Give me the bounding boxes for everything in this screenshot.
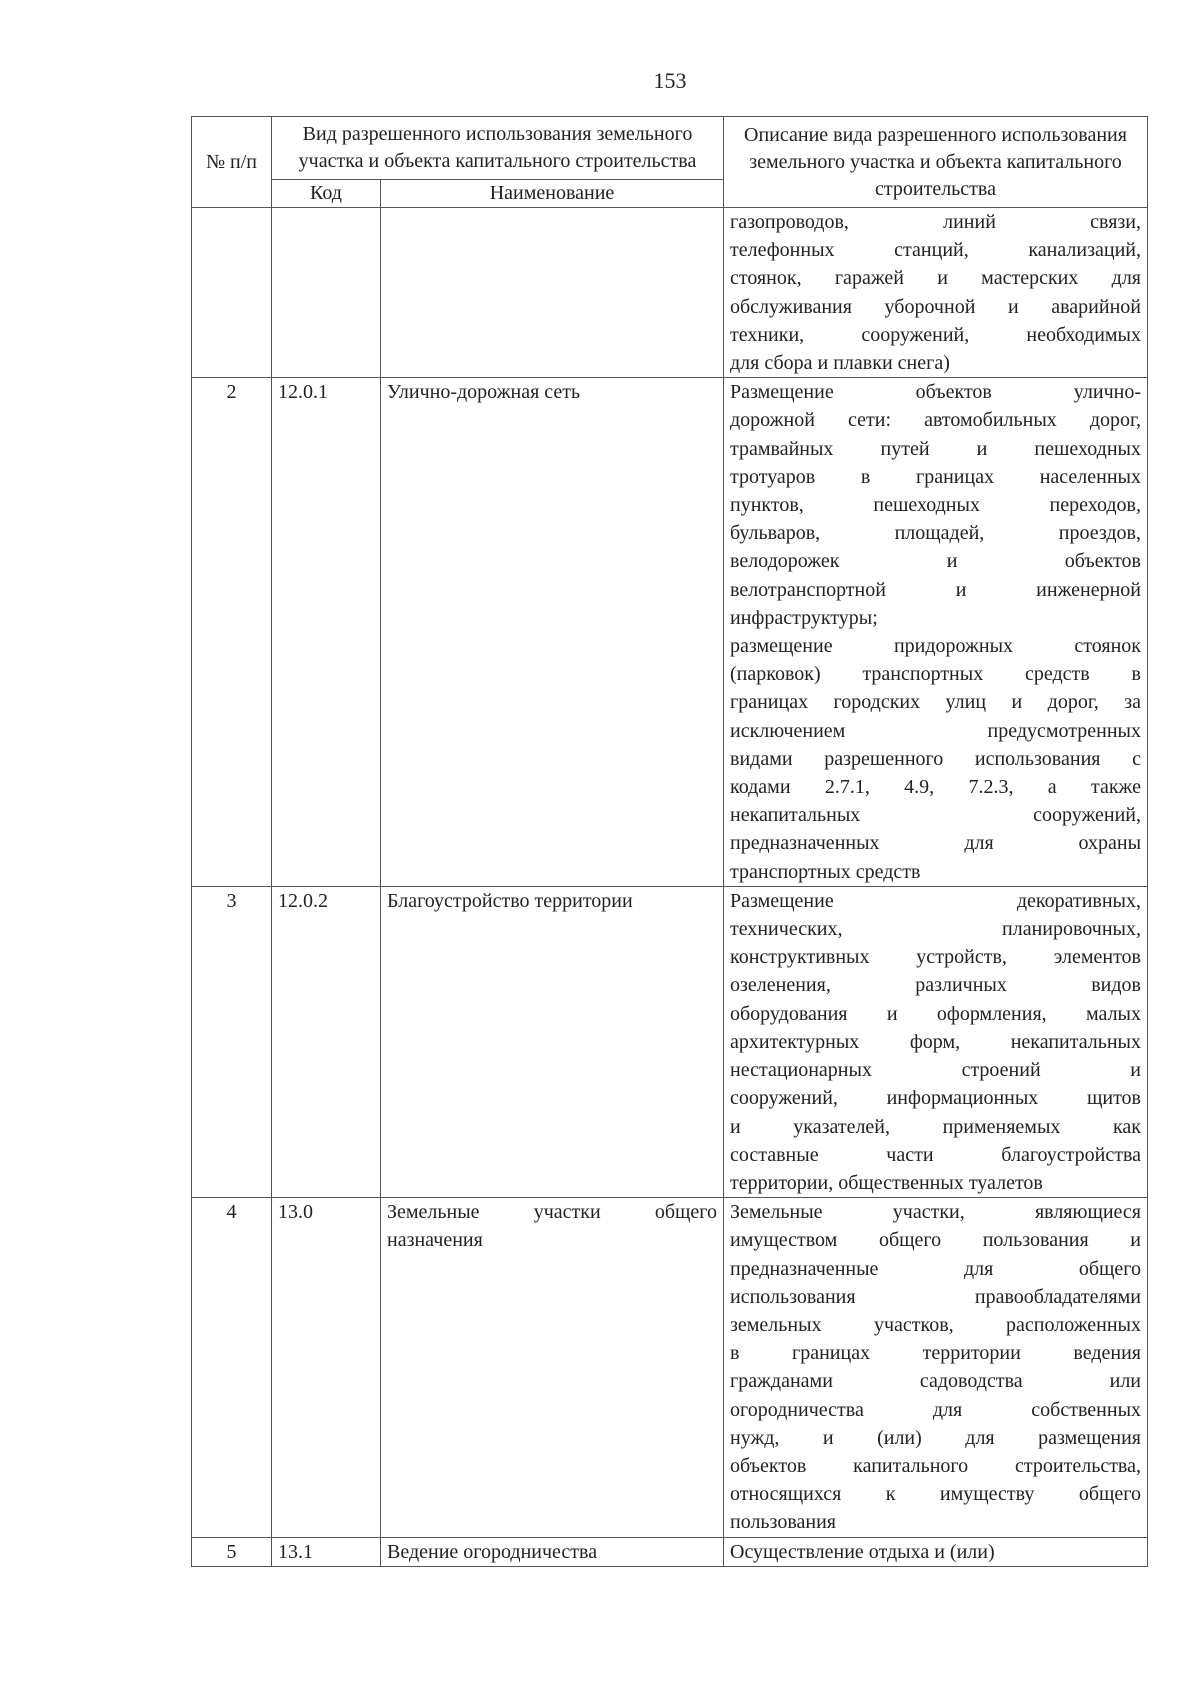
row-num	[192, 208, 272, 378]
row-code: 12.0.2	[272, 886, 381, 1197]
row-description	[724, 886, 1148, 1197]
description-line: нестационарных строений и	[730, 1059, 1141, 1082]
table-row	[192, 378, 1148, 887]
description-line: видами разрешенного использования с	[730, 747, 1141, 770]
table-row	[192, 1537, 1148, 1566]
land-use-table	[191, 116, 1148, 1567]
description-line: некапитальных сооружений,	[730, 804, 1141, 827]
description-line: инфраструктуры;	[730, 606, 878, 629]
description-line: размещение придорожных стоянок	[730, 635, 1141, 658]
description-line: оборудования и оформления, малых	[730, 1002, 1141, 1025]
row-code: 13.0	[272, 1198, 381, 1537]
row-name: Благоустройство территории	[381, 886, 724, 1197]
description-line: архитектурных форм, некапитальных	[730, 1030, 1141, 1053]
description-line: Размещение объектов улично-	[730, 381, 1141, 404]
row-description	[724, 378, 1148, 887]
row-num: 3	[192, 886, 272, 1197]
header-group: Вид разрешенного использования земельного участка и объекта капитального строительства	[272, 117, 724, 180]
description-line: для сбора и плавки снега)	[730, 352, 950, 375]
table-row	[192, 886, 1148, 1197]
table-row	[192, 1198, 1148, 1537]
description-line: (парковок) транспортных средств в	[730, 663, 1141, 686]
description-line: трамвайных путей и пешеходных	[730, 437, 1141, 460]
header-row	[192, 117, 1148, 180]
description-line: бульваров, площадей, проездов,	[730, 522, 1141, 545]
row-code: 13.1	[272, 1537, 381, 1566]
description-line: нужд, и (или) для размещения	[730, 1426, 1141, 1449]
description-line: телефонных станций, канализаций,	[730, 239, 1141, 262]
description-line: Земельные участки, являющиеся	[730, 1201, 1141, 1224]
description-line: земельных участков, расположенных	[730, 1313, 1141, 1336]
description-line: имуществом общего пользования и	[730, 1229, 1141, 1252]
row-num: 5	[192, 1537, 272, 1566]
description-line: территории, общественных туалетов	[730, 1171, 1043, 1194]
description-line: конструктивных устройств, элементов	[730, 946, 1141, 969]
table-row	[192, 208, 1148, 378]
header-code: Код	[272, 180, 381, 208]
description-line: предназначенных для охраны	[730, 832, 1141, 855]
header-description: Описание вида разрешенного использования земельного участка и объекта капитального строительства	[724, 117, 1148, 208]
header-name: Наименование	[381, 180, 724, 208]
description-line: Осуществление отдыха и (или)	[730, 1540, 995, 1563]
description-line: велодорожек и объектов	[730, 550, 1141, 573]
row-description	[724, 208, 1148, 378]
description-line: озеленения, различных видов	[730, 974, 1141, 997]
description-line: огородничества для собственных	[730, 1398, 1141, 1421]
row-description	[724, 1198, 1148, 1537]
description-line: объектов капитального строительства,	[730, 1454, 1141, 1477]
description-line: относящихся к имуществу общего	[730, 1483, 1141, 1506]
page-number: 153	[653, 68, 687, 93]
row-num: 4	[192, 1198, 272, 1537]
description-line: транспортных средств	[730, 860, 921, 883]
row-code: 12.0.1	[272, 378, 381, 887]
header-num: № п/п	[192, 117, 272, 208]
description-line: дорожной сети: автомобильных дорог,	[730, 409, 1141, 432]
row-name: Земельные участки общего назначения	[381, 1198, 724, 1537]
row-name	[381, 208, 724, 378]
description-line: Размещение декоративных,	[730, 889, 1141, 912]
description-line: составные части благоустройства	[730, 1143, 1141, 1166]
row-description	[724, 1537, 1148, 1566]
description-line: технических, планировочных,	[730, 918, 1141, 941]
description-line: стоянок, гаражей и мастерских для	[730, 267, 1141, 290]
description-line: границах городских улиц и дорог, за	[730, 691, 1141, 714]
description-line: кодами 2.7.1, 4.9, 7.2.3, а также	[730, 776, 1141, 799]
description-line: исключением предусмотренных	[730, 719, 1141, 742]
row-name: Улично-дорожная сеть	[381, 378, 724, 887]
description-line: обслуживания уборочной и аварийной	[730, 295, 1141, 318]
description-line: газопроводов, линий связи,	[730, 211, 1141, 233]
description-line: в границах территории ведения	[730, 1342, 1141, 1365]
row-code	[272, 208, 381, 378]
description-line: пользования	[730, 1511, 836, 1534]
description-line: техники, сооружений, необходимых	[730, 323, 1141, 346]
description-line: гражданами садоводства или	[730, 1370, 1141, 1393]
description-line: велотранспортной и инженерной	[730, 578, 1141, 601]
description-line: пунктов, пешеходных переходов,	[730, 494, 1141, 517]
row-name: Ведение огородничества	[381, 1537, 724, 1566]
description-line: сооружений, информационных щитов	[730, 1087, 1141, 1110]
row-num: 2	[192, 378, 272, 887]
description-line: тротуаров в границах населенных	[730, 465, 1141, 488]
description-line: использования правообладателями	[730, 1285, 1141, 1308]
description-line: предназначенные для общего	[730, 1257, 1141, 1280]
description-line: и указателей, применяемых как	[730, 1115, 1141, 1138]
